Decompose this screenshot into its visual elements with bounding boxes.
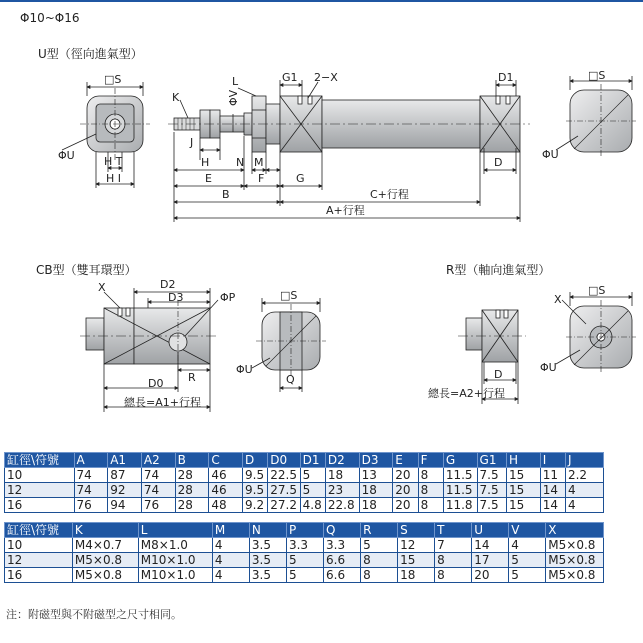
table-cell: 4 — [509, 538, 546, 553]
table-header-cell: T — [435, 523, 472, 538]
table-cell: 15 — [507, 483, 541, 498]
table-cell: 48 — [209, 498, 243, 513]
table-cell: 8 — [418, 483, 443, 498]
cb-end-dim-s-label: □S — [280, 289, 298, 302]
dim-g1-label: G1 — [282, 71, 298, 84]
cb-dim-p-label: ΦP — [220, 291, 236, 304]
table-row — [5, 498, 604, 513]
table-cell: 4 — [212, 538, 249, 553]
table-cell: 5 — [300, 483, 325, 498]
table-cell: 5 — [286, 553, 323, 568]
table-header-cell: B — [175, 453, 209, 468]
table-cell: 12 — [5, 483, 75, 498]
cb-dim-d3-label: D3 — [168, 291, 184, 304]
dim-f-label: F — [258, 172, 265, 185]
table-cell: 94 — [108, 498, 142, 513]
u-end-view — [556, 76, 636, 158]
table-cell: 9.2 — [243, 498, 268, 513]
dim-n-label: N — [236, 156, 245, 169]
table-cell: 5 — [286, 568, 323, 583]
dim-g-label: G — [296, 172, 305, 185]
table-cell: 7.5 — [477, 498, 506, 513]
table-header-cell: Q — [324, 523, 361, 538]
dim-c-stroke-label: C+行程 — [370, 188, 409, 201]
table-cell: 3.3 — [324, 538, 361, 553]
table-cell: 12 — [5, 553, 73, 568]
dim-a-stroke-label: A+行程 — [326, 204, 365, 217]
table-row — [5, 553, 604, 568]
table-header-cell: F — [418, 453, 443, 468]
table-cell: 5 — [361, 538, 398, 553]
table-cell: 3.5 — [249, 553, 286, 568]
table-header-cell: U — [472, 523, 509, 538]
table-cell: 17 — [472, 553, 509, 568]
table-cell: 7.5 — [477, 468, 506, 483]
table-cell: 74 — [74, 483, 108, 498]
table-header-cell: R — [361, 523, 398, 538]
table-cell: 15 — [507, 498, 541, 513]
table-cell: M5×0.8 — [546, 568, 604, 583]
table-header-row — [5, 523, 604, 538]
table-header-cell: C — [209, 453, 243, 468]
table-cell: 14 — [540, 498, 565, 513]
table-cell: 8 — [435, 568, 472, 583]
table-cell: 11.5 — [443, 468, 477, 483]
table-cell: 4.8 — [300, 498, 325, 513]
table-cell: 4 — [212, 568, 249, 583]
table-header-cell: D3 — [359, 453, 393, 468]
table-cell: 28 — [175, 498, 209, 513]
table-cell: 16 — [5, 498, 75, 513]
table-cell: 12 — [398, 538, 435, 553]
table-cell: 18 — [398, 568, 435, 583]
table-cell: M5×0.8 — [72, 568, 138, 583]
r-end-dim-u-label: ΦU — [540, 361, 557, 374]
table-cell: 11.8 — [443, 498, 477, 513]
table-cell: M5×0.8 — [72, 553, 138, 568]
r-end-dim-x-label: X — [554, 293, 562, 306]
dim-h-label: H — [201, 156, 210, 169]
table-cell: 4 — [212, 553, 249, 568]
table-cell: 28 — [175, 483, 209, 498]
cb-dim-d2-label: D2 — [160, 278, 176, 291]
table-cell: 74 — [141, 483, 175, 498]
table-cell: 20 — [472, 568, 509, 583]
table-cell: 6.6 — [324, 568, 361, 583]
table-cell: 15 — [507, 468, 541, 483]
table-row — [5, 483, 604, 498]
r-end-view — [556, 292, 636, 374]
table-cell: 46 — [209, 468, 243, 483]
dim-j-label: J — [190, 136, 194, 149]
table-cell: 18 — [359, 483, 393, 498]
dimension-table-1 — [4, 452, 604, 513]
dim-u-label-end: ΦU — [542, 148, 559, 161]
table-header-cell: D2 — [325, 453, 359, 468]
cb-end-dim-u-label: ΦU — [236, 363, 253, 376]
dim-ht-label: H T — [104, 155, 123, 168]
table-header-cell: 缸徑\符號 — [5, 523, 73, 538]
table-header-cell: N — [249, 523, 286, 538]
table-cell: 18 — [325, 468, 359, 483]
table-cell: 22.8 — [325, 498, 359, 513]
dim-u-label: ΦU — [58, 149, 75, 162]
table-cell: 3.3 — [286, 538, 323, 553]
dim-s-label: □S — [104, 73, 122, 86]
dim-l-label: L — [232, 75, 239, 88]
table-header-cell: G — [443, 453, 477, 468]
table-header-cell: A2 — [141, 453, 175, 468]
u-type-title: U型（徑向進氣型） — [38, 47, 143, 61]
table-header-cell: P — [286, 523, 323, 538]
r-type-title: R型（軸向進氣型） — [446, 263, 551, 277]
dim-2x-label: 2−X — [314, 71, 338, 84]
table-cell: 20 — [393, 483, 418, 498]
table-cell: 28 — [175, 468, 209, 483]
table-cell: 8 — [361, 553, 398, 568]
table-header-cell: 缸徑\符號 — [5, 453, 75, 468]
size-range-title: Φ10~Φ16 — [20, 11, 80, 25]
r-total-length-label: 總長=A2+行程 — [428, 387, 505, 400]
cb-end-dim-q-label: Q — [286, 373, 295, 386]
table-cell: 6.6 — [324, 553, 361, 568]
table-header-cell: D0 — [268, 453, 300, 468]
table-cell: 74 — [141, 468, 175, 483]
dim-hi-label: H I — [106, 172, 122, 185]
table-cell: 92 — [108, 483, 142, 498]
footnote: 注：附磁型與不附磁型之尺寸相同。 — [6, 608, 182, 621]
table-cell: 4 — [565, 483, 603, 498]
table-cell: 74 — [74, 468, 108, 483]
table-cell: 22.5 — [268, 468, 300, 483]
table-cell: 9.5 — [243, 483, 268, 498]
table-cell: 87 — [108, 468, 142, 483]
table-cell: 3.5 — [249, 538, 286, 553]
table-cell: 10 — [5, 538, 73, 553]
cb-dim-r-label: R — [188, 371, 196, 384]
table-header-cell: D1 — [300, 453, 325, 468]
dim-e-label: E — [205, 172, 212, 185]
table-cell: 27.5 — [268, 483, 300, 498]
table-header-cell: L — [138, 523, 212, 538]
dim-s-label-end: □S — [588, 69, 606, 82]
table-cell: M10×1.0 — [138, 568, 212, 583]
table-row — [5, 568, 604, 583]
table-cell: 11.5 — [443, 483, 477, 498]
table-cell: M5×0.8 — [546, 553, 604, 568]
table-cell: 8 — [418, 498, 443, 513]
table-header-cell: J — [565, 453, 603, 468]
table-cell: M10×1.0 — [138, 553, 212, 568]
table-cell: 8 — [435, 553, 472, 568]
table-cell: 2.2 — [565, 468, 603, 483]
dim-v-label: ΦV — [227, 89, 240, 106]
table-header-cell: X — [546, 523, 604, 538]
table-cell: 4 — [565, 498, 603, 513]
table-header-cell: I — [540, 453, 565, 468]
dim-m-label: M — [254, 156, 264, 169]
table-header-cell: H — [507, 453, 541, 468]
dimension-table-2 — [4, 522, 604, 583]
table-header-cell: G1 — [477, 453, 506, 468]
table-cell: M4×0.7 — [72, 538, 138, 553]
table-cell: 16 — [5, 568, 73, 583]
table-cell: 23 — [325, 483, 359, 498]
table-cell: 14 — [472, 538, 509, 553]
table-cell: 10 — [5, 468, 75, 483]
table-cell: M5×0.8 — [546, 538, 604, 553]
table-cell: 5 — [300, 468, 325, 483]
table-header-cell: A — [74, 453, 108, 468]
table-header-row — [5, 453, 604, 468]
dim-d-label: D — [494, 156, 503, 169]
table-cell: 5 — [509, 553, 546, 568]
cb-type-title: CB型（雙耳環型） — [36, 263, 137, 277]
table-cell: 7.5 — [477, 483, 506, 498]
table-header-cell: E — [393, 453, 418, 468]
table-header-cell: V — [509, 523, 546, 538]
cb-view — [80, 288, 218, 412]
table-cell: 9.5 — [243, 468, 268, 483]
table-header-cell: S — [398, 523, 435, 538]
table-cell: 46 — [209, 483, 243, 498]
dim-d1-label: D1 — [498, 71, 514, 84]
r-end-dim-s-label: □S — [588, 284, 606, 297]
table-cell: 8 — [361, 568, 398, 583]
table-row — [5, 538, 604, 553]
table-header-cell: K — [72, 523, 138, 538]
table-cell: 76 — [74, 498, 108, 513]
table-header-cell: A1 — [108, 453, 142, 468]
table-cell: 11 — [540, 468, 565, 483]
dim-k-label: K — [172, 91, 180, 104]
table-cell: 13 — [359, 468, 393, 483]
table-cell: 7 — [435, 538, 472, 553]
table-cell: 8 — [418, 468, 443, 483]
table-cell: 76 — [141, 498, 175, 513]
table-cell: 20 — [393, 498, 418, 513]
table-cell: 20 — [393, 468, 418, 483]
table-cell: 3.5 — [249, 568, 286, 583]
cb-total-length-label: 總長=A1+行程 — [124, 396, 201, 409]
table-header-cell: D — [243, 453, 268, 468]
cb-dim-x-label: X — [98, 281, 106, 294]
cb-dim-d0-label: D0 — [148, 377, 164, 390]
table-cell: 27.2 — [268, 498, 300, 513]
table-cell: 14 — [540, 483, 565, 498]
table-cell: 5 — [509, 568, 546, 583]
table-row — [5, 468, 604, 483]
table-cell: M8×1.0 — [138, 538, 212, 553]
r-dim-d-label: D — [494, 368, 503, 381]
dim-b-label: B — [222, 188, 230, 201]
table-header-cell: M — [212, 523, 249, 538]
table-cell: 18 — [359, 498, 393, 513]
table-cell: 15 — [398, 553, 435, 568]
